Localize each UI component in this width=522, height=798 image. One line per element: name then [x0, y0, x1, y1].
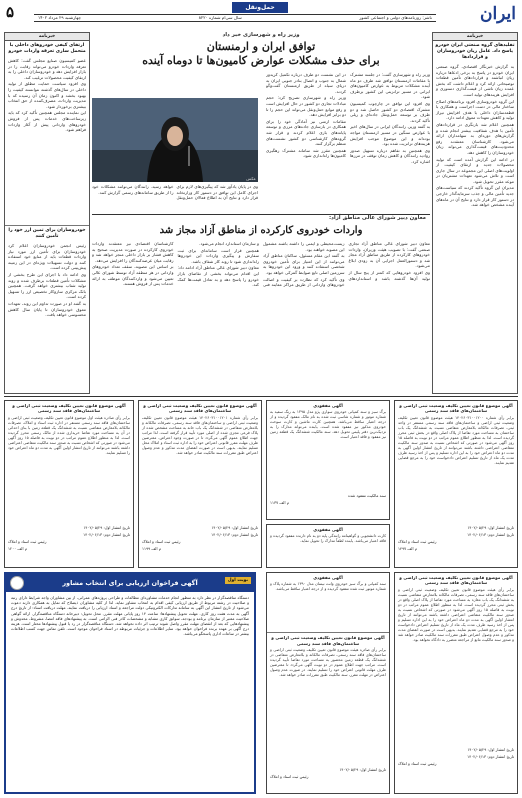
left-column-title: ارتقای کیفی خودروهای داخلی با متحمل سازی تعرفه واردات خودرو: [8, 43, 86, 54]
photo-label: عکس: [246, 176, 256, 181]
date-line: چهارشنبه ۲۹ مرداد ۱۴۰۲: [38, 15, 82, 20]
notice-1-date-2: تاریخ انتشار دوم: ۱۴۰۲/۰۶/۱۳: [467, 531, 514, 537]
notice-4-date-1: تاریخ انتشار اول: ۱۴۰۲/۰۵/۲۹: [211, 524, 258, 530]
notice-6-date-1: تاریخ انتشار اول: ۱۴۰۲/۰۵/۲۹: [467, 746, 514, 752]
lead-photo: [92, 98, 258, 182]
left-box-label: خبرنامه: [5, 33, 89, 41]
left-column-sub-body: رئیس انجمن خودروسازان اعلام کرد خودروسازان برای تأمین ارز مورد نیاز واردات قطعات باید از منابع خود استفاده کنند و دولت تسهیلات ویژه‌ای در این زمینه پیش‌بینی کرده است. وی ادامه داد با اجرای این طرح بخشی از مشکلات تأمین قطعات برطرف شده و روند تولید شتاب بیشتری خواهد گرفت. همچنین بانک مرکزی سازوکار تخصیص ارز را تسهیل کرده است. به گفته او در صورت تداوم این روند، تعهدات معوق خودروسازان تا پایان سال کاهش محسوسی خواهد یافت.: [8, 243, 86, 318]
notice-ad-2: [266, 400, 390, 520]
section-divider: [4, 396, 518, 397]
notice-8-date-1: تاریخ انتشار اول: ۱۴۰۲/۰۵/۲۹: [339, 767, 386, 773]
notice-4-title: آگهی موضوع قانون تعیین تکلیف وضعیت ثبتی اراضی و ساختمان‌های فاقد سند رسمی: [143, 403, 257, 414]
lead-body-col-3: وی در پایان یادآور شد که پیگیری‌های لازم برای اجرای کامل این توافق در دستور کار وزارتخانه قرار دارد و نتایج آن به اطلاع فعالان حمل‌ونقل خواهد رسید. رانندگان می‌توانند مشکلات خود را از طریق سامانه‌های رسمی گزارش کنند.: [92, 184, 258, 201]
notice-6-body: برابر رأی هیئت موضوع قانون تعیین تکلیف وضعیت ثبتی اراضی و ساختمان‌های فاقد سند رسمی، تصرفات مالکانه بلامعارض متقاضی نسبت به ششدانگ یک باب مغازه به مساحت مورد تقاضا از پلاک اصلی واقع در بخش ثبتی محرز گردیده است. لذا به منظور اطلاع عموم مراتب در دو نوبت به فاصله ۱۵ روز آگهی می‌شود در صورتی که اشخاص نسبت به صدور سند مالکیت متقاضی اعتراضی داشته باشند می‌توانند از تاریخ انتشار اولین آگهی به مدت دو ماه اعتراض خود را به این اداره تسلیم و پس از اخذ رسید ظرف مدت یک ماه از تاریخ تسلیم اعتراض دادخواست خود را به مرجع قضایی تقدیم نمایند. بدیهی است در صورت انقضای مدت مذکور و عدم وصول اعتراض طبق مقررات سند مالکیت صادر خواهد شد و صدور سند مالکیت مانع از مراجعه متضرر به دادگاه نخواهد بود.: [398, 586, 514, 642]
lead-photo-image: [92, 98, 258, 182]
notice-5-title: آگهی موضوع قانون تعیین تکلیف وضعیت ثبتی اراضی و ساختمان‌های فاقد سند رسمی: [12, 403, 126, 414]
tender-ad: [4, 572, 256, 794]
lead-article: [92, 32, 430, 212]
notice-1-code: م الف ۱۴۹۷: [398, 545, 418, 551]
left-column-body: عضو کمیسیون صنایع مجلس گفت: کاهش تعرفه واردات خودرو می‌تواند رقابت را در بازار افزایش دهد و خودروسازان داخلی را به ارتقای کیفیت محصولات ترغیب کند. وی افزود سیاست حمایت مطلق از تولید داخلی در سال‌های گذشته نتوانسته کیفیت را بهبود بخشد و اکنون زمان آن رسیده که با مدیریت واردات، مصرف‌کننده از حق انتخاب بیشتری برخوردار شود. این نماینده مجلس همچنین تأکید کرد که باید زیرساخت‌های خدمات پس از فروش خودروهای وارداتی پیش از آغاز واردات فراهم شود.: [8, 58, 86, 133]
tender-title: آگهی فراخوان ارزیابی برای انتخاب مشاور: [62, 579, 198, 587]
lead-headline-1: توافق ایران و ارمنستان: [206, 40, 316, 53]
notice-5-date-2: تاریخ انتشار دوم: ۱۴۰۲/۰۶/۱۳: [83, 531, 130, 537]
second-article: [92, 214, 430, 394]
notice-3-body: کارت دانشجویی و گواهینامه رانندگی پایه دو به نام دارنده مفقود گردیده و فاقد اعتبار می‌باشد. یابنده لطفاً مدارک را تحویل نماید.: [270, 533, 386, 544]
tagline: ناشر: روزنامه‌های دولتی و اجتماعی کشور: [359, 15, 432, 20]
second-kicker: معاون دبیر شورای عالی مناطق آزاد:: [328, 215, 426, 221]
notice-ad-7: [266, 572, 390, 794]
notice-ad-4: [138, 400, 262, 568]
notice-1-body: برابر رأی شماره ۱۴۰۲۶۰۳۱۰۰۱۲۰۰ هیئت موضوع قانون تعیین تکلیف وضعیت ثبتی اراضی و ساختمان‌های فاقد سند رسمی مستقر در واحد ثبتی، تصرفات مالکانه بلامعارض متقاضی نسبت به ششدانگ یک باب ساختمان به مساحت مورد تقاضا از پلاک اصلی واقع در بخش ثبتی محرز گردیده است. لذا به منظور اطلاع عموم مراتب در دو نوبت به فاصله ۱۵ روز آگهی می‌شود در صورتی که اشخاص نسبت به صدور سند مالکیت متقاضی اعتراضی داشته باشند می‌توانند از تاریخ انتشار اولین آگهی به مدت دو ماه اعتراض خود را به این اداره تسلیم و پس از اخذ رسید ظرف مدت یک ماه از تاریخ تسلیم اعتراض دادخواست خود را به مرجع قضایی تقدیم نمایند.: [398, 414, 514, 465]
notice-1-signature: رئیس ثبت اسناد و املاک: [398, 538, 437, 544]
notice-ad-5: [4, 400, 134, 568]
right-column-title: تقلیدهای گروه صنعتی ایران خودرو پاسخ داد. عامل زیان خودروسازان و قرارداد‌ها: [435, 43, 515, 60]
notice-ad-3: [266, 524, 390, 568]
notice-8-title: آگهی موضوع قانون تعیین تکلیف وضعیت ثبتی اراضی و ساختمان‌های فاقد سند رسمی: [267, 632, 389, 646]
header-info-bar: [34, 14, 436, 22]
section-rubric: حمل‌ونقل: [232, 2, 288, 13]
tender-header: [6, 574, 254, 592]
notice-ad-6: [394, 572, 518, 794]
tender-tag: نوبت اول: [225, 577, 251, 584]
issue-line: سال سی‌ام شماره ۸۲۲۰: [198, 15, 242, 20]
notice-3-title: آگهی مفقودی: [313, 527, 343, 532]
lead-body-col-2: در این نشست دو طرف درباره تکمیل کریدور شمال به جنوب و اتصال بنادر جنوبی ایران به دریای سیاه از طریق ارمنستان گفت‌وگو کردند. وزیر راه و شهرسازی تصریح کرد: حجم مبادلات تجاری دو کشور در حال افزایش است و رفع موانع حمل‌ونقل می‌تواند این حجم را تا دو برابر افزایش دهد. مقامات ارمنی نیز آمادگی خود را برای همکاری در بازسازی جاده‌های مرزی و توسعه پایانه‌های باری اعلام کردند و قرار شد گروه‌های کارشناسی دو کشور نشست‌های منظم برگزار کنند. همچنین مقرر شد سامانه مشترک رهگیری کامیون‌ها راه‌اندازی شود.: [266, 72, 346, 159]
notice-4-date-2: تاریخ انتشار دوم: ۱۴۰۲/۰۶/۱۳: [211, 531, 258, 537]
second-headline: واردات خودروی کارکرده از مناطق آزاد مجاز شد: [159, 225, 363, 236]
notice-2-lost: سند مالکیت مفقود شده: [348, 493, 386, 499]
left-column-subtitle: خودروسازان برای تمین ارز خود را تأمین کنند: [5, 225, 89, 242]
second-article-body: معاون دبیر شورای عالی مناطق آزاد تجاری صنعتی گفت: با تصویب هیئت وزیران، واردات خودروهای کارکرده از طریق مناطق آزاد مجاز شد و دستورالعمل اجرایی آن به زودی ابلاغ می‌شود. وی افزود خودروهایی که کمتر از پنج سال از تولید آن‌ها گذشته باشد و استانداردهای زیست‌محیطی و ایمنی را داشته باشند مشمول این مصوبه خواهند بود. به گفته این مقام مسئول، ساکنان مناطق آزاد می‌توانند از این امتیاز برای تأمین خودروی شخصی استفاده کنند و ورود این خودروها به سرزمین اصلی تابع ضوابط گمرکی خواهد بود. وی تأکید کرد که نظارت بر کیفیت و اصالت خودروهای وارداتی از طریق مراکز معاینه فنی و سازمان استاندارد انجام می‌شود. همچنین قرار است سامانه‌ای برای ثبت سفارش و پیگیری واردات این خودروها راه‌اندازی شود تا روند کار شفاف باشد. معاون دبیر شورای عالی مناطق آزاد ادامه داد: این اقدام می‌تواند بخشی از تقاضای بازار خودرو را پاسخ دهد و به تعادل قیمت‌ها کمک کند. کارشناسان اقتصادی نیز معتقدند واردات خودروی کارکرده در صورت مدیریت صحیح به کاهش فشار بر بازار داخلی منجر خواهد شد و رقابت میان عرضه‌کنندگان را افزایش می‌دهد. بر اساس این مصوبه، سقف تعداد خودروهای وارداتی در هر منطقه آزاد توسط شورای عالی تعیین می‌شود و واردکنندگان موظف به ارائه خدمات پس از فروش هستند.: [92, 241, 430, 288]
notice-1-date-1: تاریخ انتشار اول: ۱۴۰۲/۰۵/۲۹: [467, 524, 514, 530]
notice-2-code: م الف ۱۱۳۷: [270, 500, 290, 506]
notice-6-signature: رئیس ثبت اسناد و املاک: [398, 760, 437, 766]
notice-4-code: م الف ۱۱۹۹: [142, 545, 162, 551]
page-header: [0, 0, 522, 30]
notice-1-title: آگهی موضوع قانون تعیین تکلیف وضعیت ثبتی اراضی و ساختمان‌های فاقد سند رسمی: [399, 403, 513, 414]
right-news-column: [432, 32, 518, 394]
notice-4-signature: رئیس ثبت اسناد و املاک: [142, 538, 181, 544]
right-box-label: خبرنامه: [433, 33, 517, 41]
notice-7-body: سند کمپانی و برگ سبز خودروی وانت نیسان مدل ۱۳۹۰ به شماره پلاک و شماره موتور ثبت شده مفقود گردیده و از درجه اعتبار ساقط می‌باشد.: [270, 581, 386, 592]
right-column-body: به گزارش خبرنگار اقتصادی، گروه صنعتی ایران خودرو در پاسخ به برخی ادعاها درباره زیان انباشته و قراردادهای تأمین قطعات توضیحاتی ارائه کرد و اعلام داشت که بخش عمده زیان ناشی از قیمت‌گذاری دستوری و افزایش هزینه‌های تولید است. این گروه خودروسازی افزود برنامه‌های اصلاح ساختار مالی در دست اجراست و همکاری با قطعه‌سازان داخلی با هدف افزایش تیراژ تولید و کاهش تعهدات معوق ادامه دارد. همچنین اعلام شد بازنگری در قراردادهای تأمین با هدف شفافیت بیشتر انجام شده و گزارش‌های دوره‌ای به سهامداران ارائه می‌شود. کارشناسان معتقدند رفع محدودیت‌های قیمت‌گذاری می‌تواند زیان خودروسازان را کاهش دهد. در ادامه این گزارش آمده است که تولید محصولات جدید و ارتقای کیفیت از اولویت‌های اصلی این مجموعه در سال جاری است و تلاش می‌شود تعهدات مشتریان در موعد مقرر تحویل شود. مدیران این گروه تأکید کردند که سیاست‌های جدید تأمین مالی و جذب سرمایه‌گذار خارجی در دستور کار قرار دارد و نتایج آن در ماه‌های آینده مشخص خواهد شد.: [436, 64, 514, 208]
notice-6-date-2: تاریخ انتشار دوم: ۱۴۰۲/۰۶/۱۳: [467, 753, 514, 759]
lead-kicker: وزیر راه و شهرسازی خبر داد: [222, 32, 300, 38]
emblem-icon: [10, 576, 24, 590]
masthead-logo: ایران: [479, 4, 516, 24]
notice-8-signature: رئیس ثبت اسناد و املاک: [270, 774, 309, 780]
notice-5-body: برابر رأی صادره هیئت اول موضوع قانون تعیین تکلیف وضعیت ثبتی اراضی و ساختمان‌های فاقد سند رسمی مستقر در اداره ثبت اسناد و املاک، تصرفات مالکانه بلامعارض متقاضی نسبت به ششدانگ یک قطعه زمین با بنای احداثی در آن به مساحت مورد تقاضا خریداری شده از مالک رسمی محرز گردیده است. لذا به منظور اطلاع عموم مراتب در دو نوبت به فاصله ۱۵ روز آگهی می‌شود در صورتی که اشخاص نسبت به صدور سند مالکیت متقاضی اعتراضی داشته باشند می‌توانند از تاریخ انتشار اولین آگهی به مدت دو ماه اعتراض خود را تسلیم نمایند.: [8, 414, 130, 455]
notice-7-title: آگهی مفقودی: [313, 575, 343, 580]
notice-5-code: م الف ۱۲۰۰: [8, 545, 28, 551]
notice-6-title: آگهی موضوع قانون تعیین تکلیف وضعیت ثبتی اراضی و ساختمان‌های فاقد سند رسمی: [399, 575, 513, 586]
lead-body-col-1: وزیر راه و شهرسازی گفت: در جلسه مشترک با مقامات ارمنستان توافق شد ظرف دو ماه آینده مشکلات مربوط به عوارض کامیون‌های ایرانی در مسیر ترانزیتی این کشور برطرف شود. وی افزود این توافق در چارچوب کمیسیون مشترک اقتصادی دو کشور حاصل شد و دو طرف بر توسعه حمل‌ونقل جاده‌ای و ریلی تأکید کردند. به گفته وزیر، رانندگان ایرانی در سال‌های اخیر با عوارض سنگین در مسیر ارمنستان مواجه بوده‌اند و این موضوع موجب افزایش هزینه‌های ترانزیت شده بود. وی همچنین به تفاهم درباره تسهیل صدور روادید رانندگان و کاهش زمان توقف در مرزها اشاره کرد.: [350, 72, 430, 164]
left-news-column: [4, 32, 90, 394]
notice-5-date-1: تاریخ انتشار اول: ۱۴۰۲/۰۵/۲۹: [83, 524, 130, 530]
notice-8-body: برابر رأی صادره هیئت موضوع قانون تعیین تکلیف وضعیت ثبتی اراضی و ساختمان‌های فاقد سند رسمی، تصرفات مالکانه و بلامعارض متقاضی در ششدانگ یک قطعه زمین محصور به مساحت مورد تقاضا تأیید گردیده است. مراتب جهت اطلاع عموم در دو نوبت آگهی می‌گردد تا معترضین ظرف مهلت قانونی اعتراض خود را تسلیم نمایند. در صورت عدم وصول اعتراض در مهلت مقرر، سند مالکیت طبق مقررات صادر خواهد شد.: [270, 647, 386, 678]
notice-2-title: آگهی مفقودی: [313, 403, 343, 408]
notice-ad-1: [394, 400, 518, 568]
notice-5-signature: رئیس ثبت اسناد و املاک: [8, 538, 47, 544]
page-number: ۵: [6, 3, 15, 21]
tender-body: دستگاه مناقصه‌گزار در نظر دارد به منظور انجام خدمات مشاوره‌ای مطالعات و طراحی پروژه‌های عمرانی، از بین مشاوران واجد شرایط دارای رتبه و صلاحیت در رشته مربوط از طریق ارزیابی کیفی اقدام به انتخاب مشاور نماید. لذا از کلیه مشاوران ذیصلاح که تمایل به همکاری دارند دعوت می‌شود از تاریخ انتشار این آگهی به سامانه تدارکات الکترونیکی دولت مراجعه و اسناد ارزیابی را دریافت نمایند. مهلت دریافت اسناد: از تاریخ درج آگهی به مدت هفت روز کاری. مهلت تحویل پیشنهادها: ساعت ۱۴ روز پایانی مهلت مقرر. محل تحویل: دبیرخانه دستگاه مناقصه‌گزار. ارائه گواهی صلاحیت معتبر از سازمان برنامه و بودجه، سوابق کاری مشابه و مشخصات کادر فنی الزامی است. به پیشنهادهای فاقد امضا، مشروط، مخدوش و پیشنهادهایی که بعد از انقضای مهلت مقرر واصل شوند ترتیب اثر داده نخواهد شد. دستگاه مناقصه‌گزار در رد یا قبول پیشنهادها مختار است. هزینه درج آگهی بر عهده برنده فراخوان خواهد بود. سایر اطلاعات و جزئیات مربوطه در اسناد فراخوان موجود است. تلفن تماس جهت کسب اطلاعات بیشتر در ساعات اداری پاسخگو می‌باشد.: [11, 595, 249, 637]
lead-headline-2: برای حذف مشکلات عوارض کامیون‌ها تا دوماه آینده: [142, 54, 380, 67]
notice-2-body: برگ سبز و سند کمپانی خودروی سواری پژو مدل ۱۳۹۵ به رنگ سفید به شماره موتور و شماره شاسی ثبت شده به نام مالک مفقود گردیده و از درجه اعتبار ساقط می‌باشد. همچنین کارت ماشین و کارت سوخت خودروی مذکور نیز مفقود شده است. یابنده می‌تواند مدارک را به نزدیک‌ترین دفتر پلیس تحویل دهد. سند مالکیت ششدانگ یک قطعه زمین نیز مفقود و فاقد اعتبار است.: [270, 409, 386, 440]
notice-4-body: برابر رأی شماره ۱۴۰۲۶۰۳۱۰۰۱۲۰۱ هیئت موضوع قانون تعیین تکلیف وضعیت ثبتی اراضی و ساختمان‌های فاقد سند رسمی، تصرفات مالکانه و بلامعارض متقاضی در ششدانگ یک باب خانه به مساحت مشخص شده از پلاک فرعی مجزی شده از اصلی مورد تأیید قرار گرفته است. لذا مراتب جهت اطلاع عموم آگهی می‌گردد تا در صورت وجود اعتراض، معترضین ظرف مهلت مقرر قانونی اعتراض خود را به اداره ثبت اسناد و املاک محل تسلیم نمایند. بدیهی است در صورت انقضای مدت مذکور و عدم وصول اعتراض طبق مقررات سند مالکیت صادر خواهد شد.: [142, 414, 258, 455]
